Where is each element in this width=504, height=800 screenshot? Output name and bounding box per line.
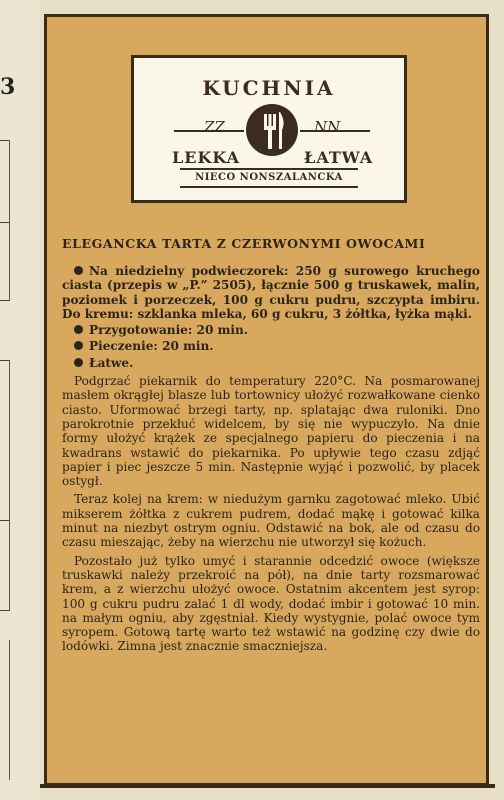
logo-word-right: ŁATWA bbox=[304, 148, 374, 167]
info-bullet bbox=[62, 339, 480, 353]
logo-subtitle-text: NIECO NONSZALANCKA bbox=[195, 172, 343, 183]
info-bullet bbox=[62, 356, 480, 370]
article-body bbox=[62, 264, 480, 654]
method-paragraph: Teraz kolej na krem: w niedużym garnku zagotować mleko. Ubić mikserem żółtka z cukrem pudrem, dodać mąkę i gotować kilka minut na niezbyt ostrym ogniu. Odstawić na bok, ale od czasu do czasu mieszając, żeby na wierzchu nie utworzył się kożuch. bbox=[62, 492, 480, 550]
column-logo bbox=[131, 55, 407, 203]
ingredients-paragraph bbox=[62, 264, 480, 321]
bullet-icon bbox=[74, 266, 83, 275]
prep-time: Przygotowanie: 20 min. bbox=[89, 323, 248, 338]
divider bbox=[9, 360, 10, 610]
article-heading: ELEGANCKA TARTA Z CZERWONYMI OWOCAMI bbox=[62, 236, 426, 251]
divider bbox=[9, 640, 10, 780]
ingredients-text: Na niedzielny podwieczorek: 250 g surowego kruchego ciasta (przepis w „P.” 2505), łącznie 500 g truskawek, malin, poziomek i porzeczek, 100 g cukru pudru, szczypta imbiru. Do kremu: szklanka mleka, 60 g cukru, 3 żółtka, łyżka mąki. bbox=[62, 264, 480, 321]
method-paragraph: Podgrzać piekarnik do temperatury 220°C. Na posmarowanej masłem okrągłej blasze lub tortownicy ułożyć rozwałkowane cienko ciasto. Uformować brzegi tarty, np. splatając dwa ruloniki. Dno parokrotnie przekłuć widelcem, by się nie wypuczyło. Na dnie formy ułożyć krążek ze specjalnego papieru do pieczenia i na kwadrans wstawić do piekarnika. Po upływie tego czasu zdjąć papier i piec jeszcze 5 min. Następnie wyjąć i pozwolić, by placek ostygł. bbox=[62, 374, 480, 489]
difficulty: Łatwe. bbox=[89, 355, 134, 370]
divider bbox=[9, 140, 10, 300]
logo-word-left: LEKKA bbox=[172, 148, 241, 167]
plate-emblem bbox=[246, 104, 298, 156]
divider bbox=[0, 300, 10, 301]
adjacent-page-fragment: 3 bbox=[0, 74, 16, 100]
adjacent-page-strip bbox=[0, 0, 40, 800]
fork-knife-icon bbox=[246, 104, 298, 156]
logo-title: KUCHNIA bbox=[202, 76, 336, 100]
info-bullet bbox=[62, 323, 480, 337]
bullet-icon bbox=[74, 358, 83, 367]
method-paragraph: Pozostało już tylko umyć i starannie odcedzić owoce (większe truskawki należy przekroić na pół), na dnie tarty rozsmarować krem, a z wierzchu ułożyć owoce. Ostatnim akcentem jest syrop: 100 g cukru pudru zalać 1 dl wody, dodać imbir i gotować 10 min. na małym ogniu, aby zgęstniał. Kiedy wystygnie, polać owoce tym syropem. Gotową tartę warto też wstawić na godzinę czy dwie do lodówki. Zimna jest znacznie smaczniejsza. bbox=[62, 553, 480, 654]
logo-script-left: ZZ bbox=[204, 118, 225, 136]
divider bbox=[0, 610, 10, 611]
bake-time: Pieczenie: 20 min. bbox=[89, 339, 214, 354]
logo-subtitle bbox=[180, 168, 358, 188]
bullet-icon bbox=[74, 325, 83, 334]
logo-script-right: NN bbox=[314, 118, 341, 136]
bullet-icon bbox=[74, 341, 83, 350]
panel-shadow bbox=[40, 784, 495, 788]
